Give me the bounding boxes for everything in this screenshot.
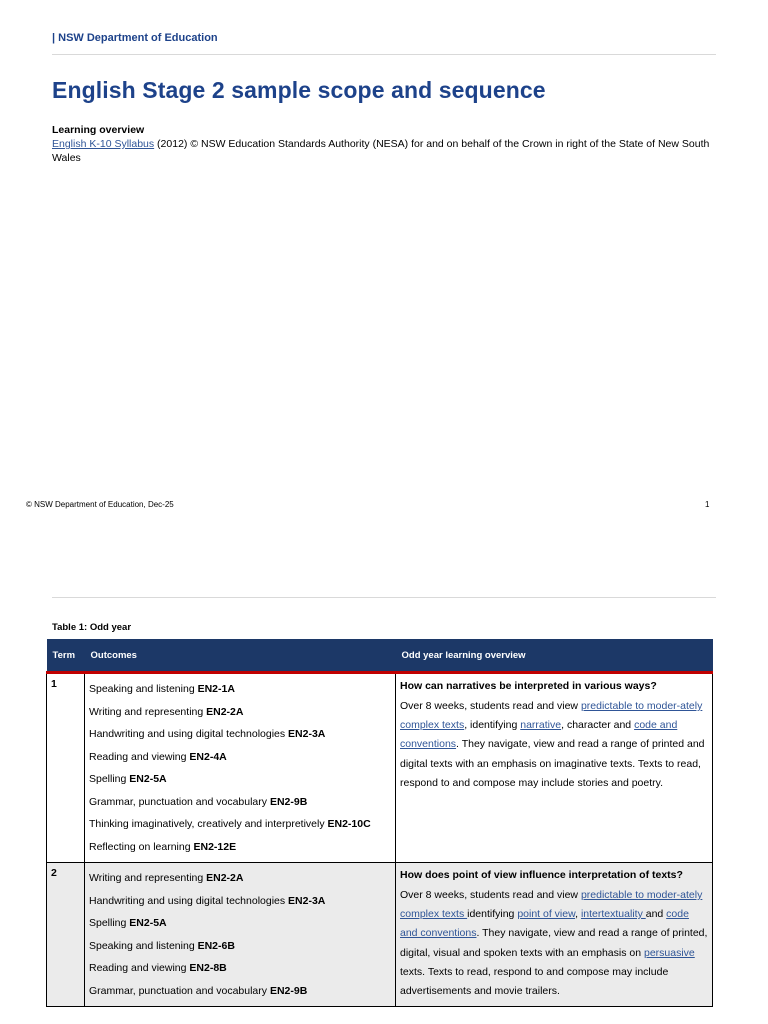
- glossary-link[interactable]: predictable to moder-ately complex texts: [400, 889, 703, 921]
- outcome-item: Grammar, punctuation and vocabulary EN2-9B: [89, 984, 308, 997]
- outcome-item: Reading and viewing EN2-4A: [89, 750, 227, 763]
- table-row: [47, 673, 713, 863]
- outcome-item: Spelling EN2-5A: [89, 917, 167, 929]
- outcome-item: Handwriting and using digital technologies EN2-3A: [89, 894, 326, 907]
- scope-sequence-table: [46, 639, 713, 1007]
- copyright-statement: (2012) © NSW Education Standards Authority (NESA) for and on behalf of the Crown in right of the State of New South Wales: [52, 138, 710, 164]
- glossary-link[interactable]: narrative: [520, 719, 562, 732]
- outcome-item: Speaking and listening EN2-6B: [89, 939, 235, 952]
- page-title: English Stage 2 sample scope and sequence: [52, 77, 546, 103]
- outcome-item: Reflecting on learning EN2-12E: [89, 840, 237, 853]
- outcome-item: Speaking and listening EN2-1A: [89, 683, 235, 695]
- footer-copyright: © NSW Department of Education, Dec-25: [26, 500, 174, 509]
- glossary-link[interactable]: code and conventions: [400, 719, 678, 751]
- outcomes-cell: [85, 673, 396, 863]
- term-cell: 1: [47, 673, 85, 863]
- glossary-link[interactable]: persuasive: [643, 946, 695, 959]
- learning-overview-text: [52, 138, 722, 165]
- outcome-item: Handwriting and using digital technologies EN2-3A: [89, 728, 326, 740]
- overview-cell: [396, 673, 713, 863]
- outcome-item: Writing and representing EN2-2A: [89, 872, 244, 884]
- outcomes-cell: [85, 863, 396, 1007]
- overview-cell: [396, 863, 713, 1007]
- header-divider: [52, 54, 716, 55]
- overview-description: Over 8 weeks, students read and view predictable to moder-ately complex texts, identifying narrative, character and code and conventions. They navigate, view and read a range of printed and digital texts with an emphasis on imaginative texts. Texts to read, respond to and compose may include stories and poetry.: [400, 700, 705, 789]
- learning-overview-heading: Learning overview: [52, 124, 145, 136]
- guiding-question: How can narratives be interpreted in various ways?: [400, 680, 657, 692]
- glossary-link[interactable]: intertextuality: [580, 908, 646, 921]
- header-overview: Odd year learning overview: [396, 639, 713, 673]
- overview-description: Over 8 weeks, students read and view predictable to moder-ately complex texts identifying point of view, intertextuality and code and conventions. They navigate, view and read a range of printed, digital, visual and spoken texts with an emphasis on persuasive texts. Texts to read, respond to and compose may include advertisements and movie trailers.: [400, 889, 708, 998]
- glossary-link[interactable]: predictable to moder-ately complex texts: [400, 700, 703, 732]
- outcome-item: Spelling EN2-5A: [89, 773, 167, 785]
- outcome-item: Thinking imaginatively, creatively and interpretively EN2-10C: [89, 818, 371, 830]
- page-number: 1: [705, 500, 710, 509]
- table-row: [47, 863, 713, 1007]
- outcome-item: Grammar, punctuation and vocabulary EN2-9B: [89, 795, 308, 808]
- term-cell: 2: [47, 863, 85, 1007]
- syllabus-link[interactable]: English K-10 Syllabus: [52, 138, 155, 150]
- glossary-link[interactable]: code and conventions: [400, 908, 689, 940]
- page-divider: [52, 597, 716, 598]
- header-outcomes: Outcomes: [85, 639, 396, 673]
- table-header-row: [47, 639, 713, 673]
- outcome-item: Writing and representing EN2-2A: [89, 705, 244, 718]
- department-header: | NSW Department of Education: [52, 32, 218, 44]
- glossary-link[interactable]: point of view: [517, 908, 576, 921]
- outcome-item: Reading and viewing EN2-8B: [89, 962, 227, 974]
- table-caption: Table 1: Odd year: [52, 622, 132, 633]
- guiding-question: How does point of view influence interpretation of texts?: [400, 869, 683, 881]
- header-term: Term: [47, 639, 85, 673]
